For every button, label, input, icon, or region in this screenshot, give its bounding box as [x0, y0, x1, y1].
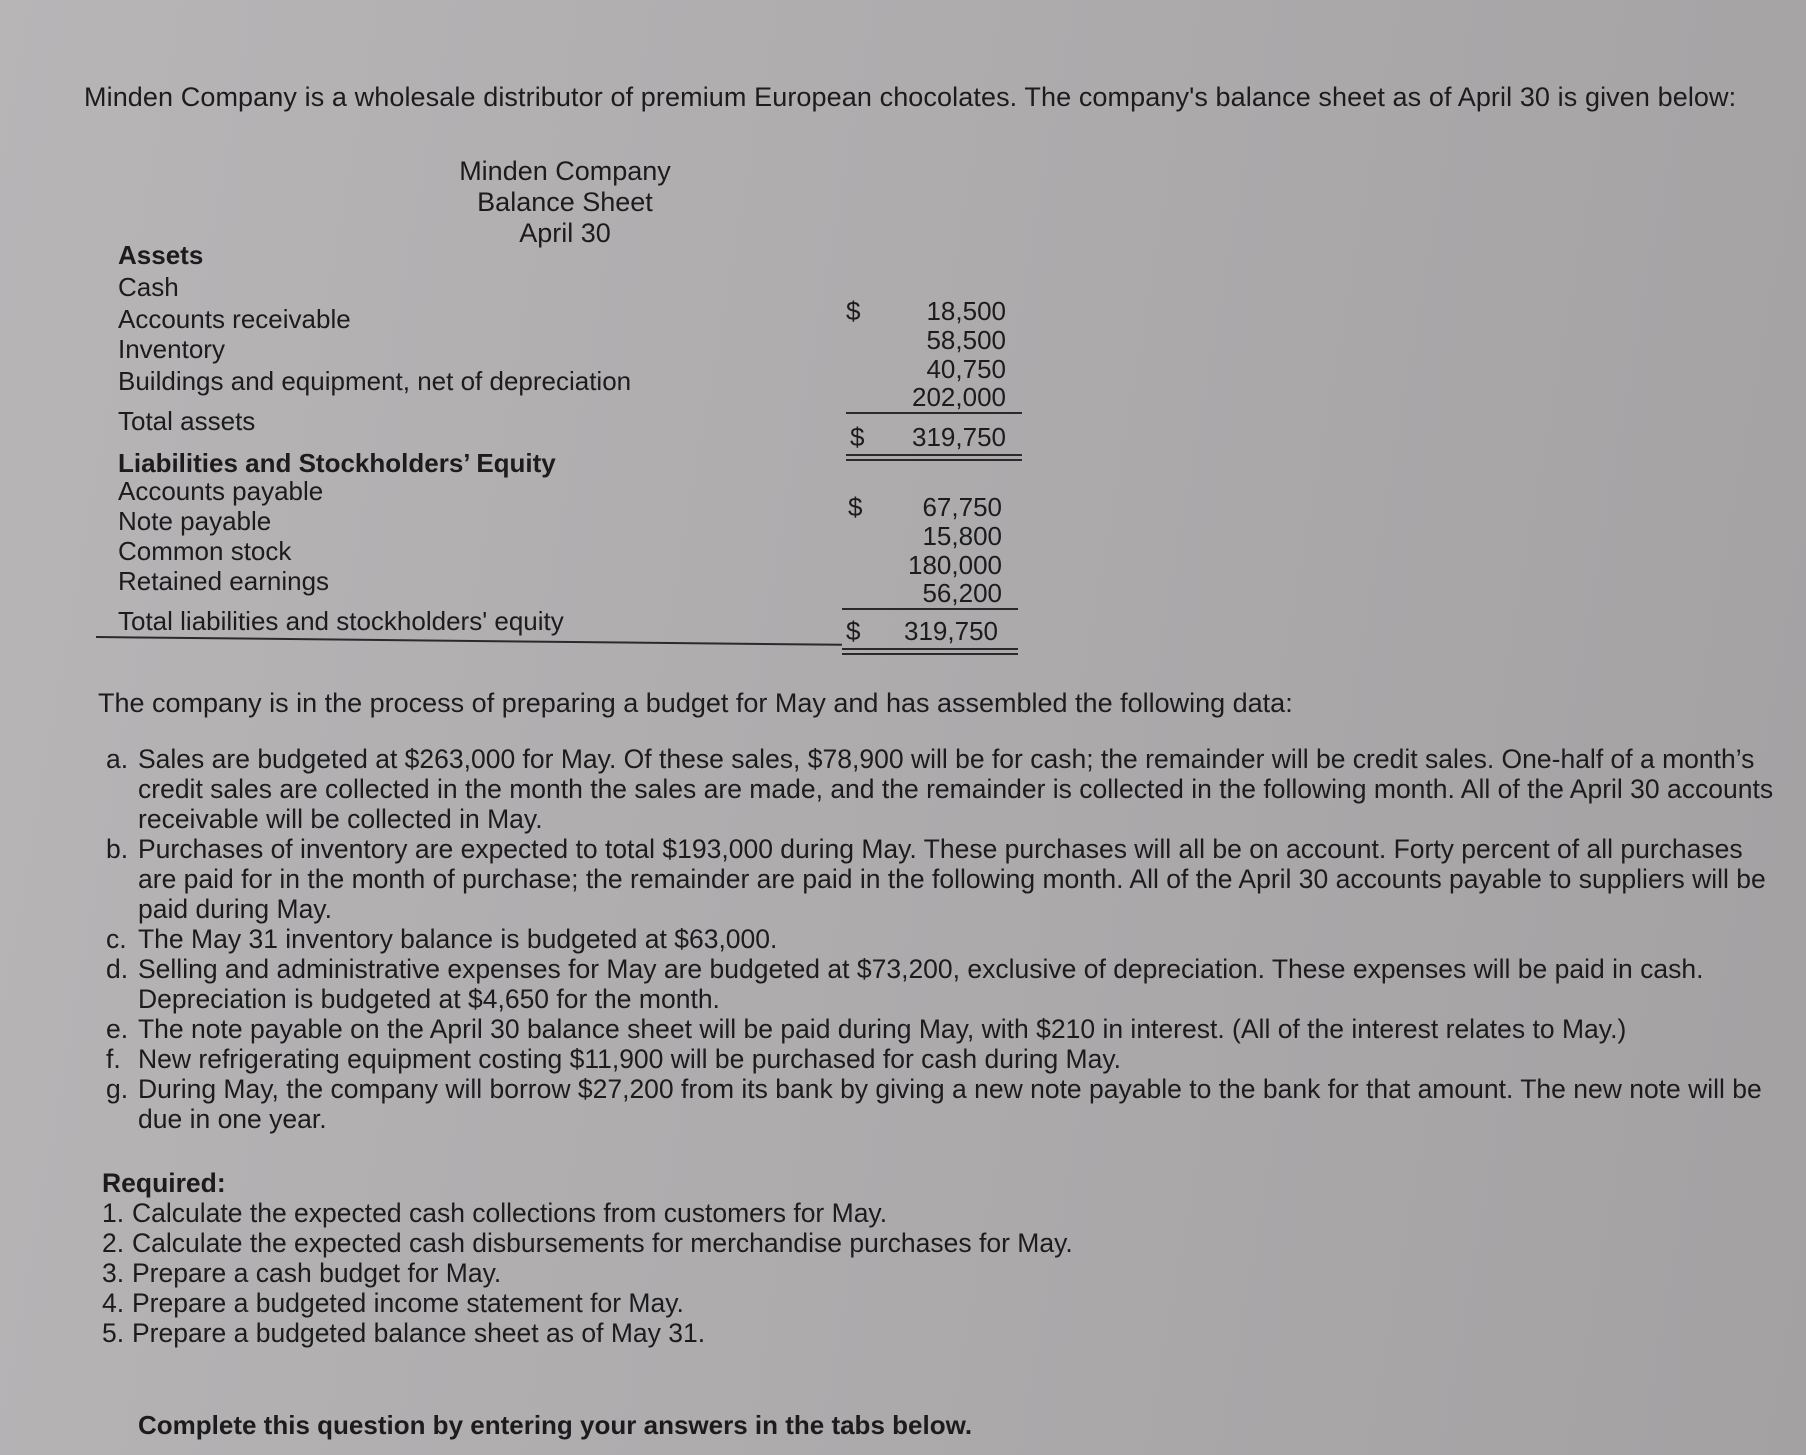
list-item — [106, 744, 1786, 834]
list-item — [102, 1288, 1073, 1318]
item-letter: f. — [106, 1044, 121, 1074]
required-title: Required: — [102, 1168, 226, 1198]
total-liab-dollar: $ — [846, 616, 861, 646]
list-item — [106, 924, 1786, 954]
table-bottom-rule — [96, 636, 842, 646]
total-assets-dollar: $ — [850, 422, 865, 452]
list-item — [102, 1258, 1073, 1288]
total-assets-double-rule — [846, 454, 1022, 461]
item-number: 4. — [102, 1288, 125, 1318]
total-assets-amount: 319,750 — [912, 422, 1006, 452]
item-text: Sales are budgeted at $263,000 for May. Of these sales, $78,900 will be for cash; the remainder will be credit sales. One-half of a month’s credit sales are collected in the month the sales are made, and the remainder is collected in the following month. All of the April 30 accounts receivable will be collected in May. — [138, 744, 1774, 834]
liab-subtotal-rule — [842, 608, 1018, 610]
item-letter: d. — [106, 954, 129, 984]
asset-dollar-sign: $ — [846, 296, 861, 326]
item-text: Calculate the expected cash disbursements for merchandise purchases for May. — [132, 1228, 1073, 1258]
list-item — [106, 1044, 1786, 1074]
required-section — [102, 1168, 1073, 1348]
total-liab-label: Total liabilities and stockholders' equity — [118, 606, 564, 636]
asset-label-cash: Cash — [118, 272, 179, 302]
assets-subtotal-rule — [846, 412, 1022, 414]
statement-title: Balance Sheet — [477, 187, 653, 217]
item-text: The note payable on the April 30 balance sheet will be paid during May, with $210 in interest. (All of the interest relates to May.) — [138, 1014, 1627, 1044]
list-item — [106, 1074, 1786, 1134]
liab-amount-ap: 67,750 — [922, 492, 1002, 522]
item-text: Calculate the expected cash collections from customers for May. — [132, 1198, 888, 1228]
asset-amount-inventory: 40,750 — [926, 354, 1006, 384]
item-text: The May 31 inventory balance is budgeted at $63,000. — [138, 924, 778, 954]
list-item — [102, 1198, 1073, 1228]
item-text: New refrigerating equipment costing $11,900 will be purchased for cash during May. — [138, 1044, 1121, 1074]
company-name: Minden Company — [459, 156, 671, 186]
item-letter: g. — [106, 1074, 129, 1104]
item-text: Selling and administrative expenses for May are budgeted at $73,200, exclusive of depreciation. These expenses will be paid in cash. Depreciation is budgeted at $4,650 for the month. — [138, 954, 1704, 1014]
equity-amount-common: 180,000 — [908, 550, 1002, 580]
item-letter: b. — [106, 834, 129, 864]
asset-label-inventory: Inventory — [118, 334, 225, 364]
list-item — [106, 834, 1786, 924]
budget-intro-text: The company is in the process of preparing a budget for May and has assembled the following data: — [98, 688, 1293, 718]
complete-instruction: Complete this question by entering your answers in the tabs below. — [138, 1410, 973, 1440]
item-text: Prepare a budgeted balance sheet as of May 31. — [132, 1318, 706, 1348]
item-letter: c. — [106, 924, 127, 954]
total-assets-label: Total assets — [118, 406, 256, 436]
list-item — [102, 1318, 1073, 1348]
item-number: 5. — [102, 1318, 125, 1348]
item-number: 1. — [102, 1198, 125, 1228]
asset-amount-ar: 58,500 — [926, 325, 1006, 355]
asset-amount-cash: 18,500 — [926, 296, 1006, 326]
liab-label-note: Note payable — [118, 506, 272, 536]
item-number: 2. — [102, 1228, 125, 1258]
statement-date: April 30 — [519, 218, 611, 248]
liabilities-heading: Liabilities and Stockholders’ Equity — [118, 448, 556, 478]
item-letter: e. — [106, 1014, 129, 1044]
total-liab-double-rule — [842, 648, 1018, 655]
liab-amount-note: 15,800 — [922, 521, 1002, 551]
intro-text: Minden Company is a wholesale distributor of premium European chocolates. The company's balance sheet as of April 30 is given below: — [84, 82, 1737, 112]
liab-dollar-sign: $ — [848, 492, 863, 522]
asset-label-buildings: Buildings and equipment, net of depreciation — [118, 366, 632, 396]
item-text: Prepare a budgeted income statement for May. — [132, 1288, 684, 1318]
item-letter: a. — [106, 744, 129, 774]
total-liab-amount: 319,750 — [904, 616, 998, 646]
item-text: Purchases of inventory are expected to total $193,000 during May. These purchases will all be on account. Forty percent of all purchases are paid for in the month of purchase; the remainder are paid in the following month. All of the April 30 accounts payable to suppliers will be paid during May. — [138, 834, 1766, 924]
asset-amount-buildings: 202,000 — [912, 382, 1006, 412]
item-text: During May, the company will borrow $27,200 from its bank by giving a new note payable to the bank for that amount. The new note will be due in one year. — [138, 1074, 1762, 1134]
equity-label-retained: Retained earnings — [118, 566, 330, 596]
equity-label-common: Common stock — [118, 536, 292, 566]
liab-label-ap: Accounts payable — [118, 476, 324, 506]
assets-heading: Assets — [118, 240, 204, 270]
balance-sheet-header — [395, 156, 735, 249]
list-item — [106, 1014, 1786, 1044]
budget-data-list — [106, 744, 1786, 1134]
item-number: 3. — [102, 1258, 125, 1288]
item-text: Prepare a cash budget for May. — [132, 1258, 502, 1288]
asset-label-ar: Accounts receivable — [118, 304, 351, 334]
list-item — [106, 954, 1786, 1014]
list-item — [102, 1228, 1073, 1258]
equity-amount-retained: 56,200 — [922, 578, 1002, 608]
